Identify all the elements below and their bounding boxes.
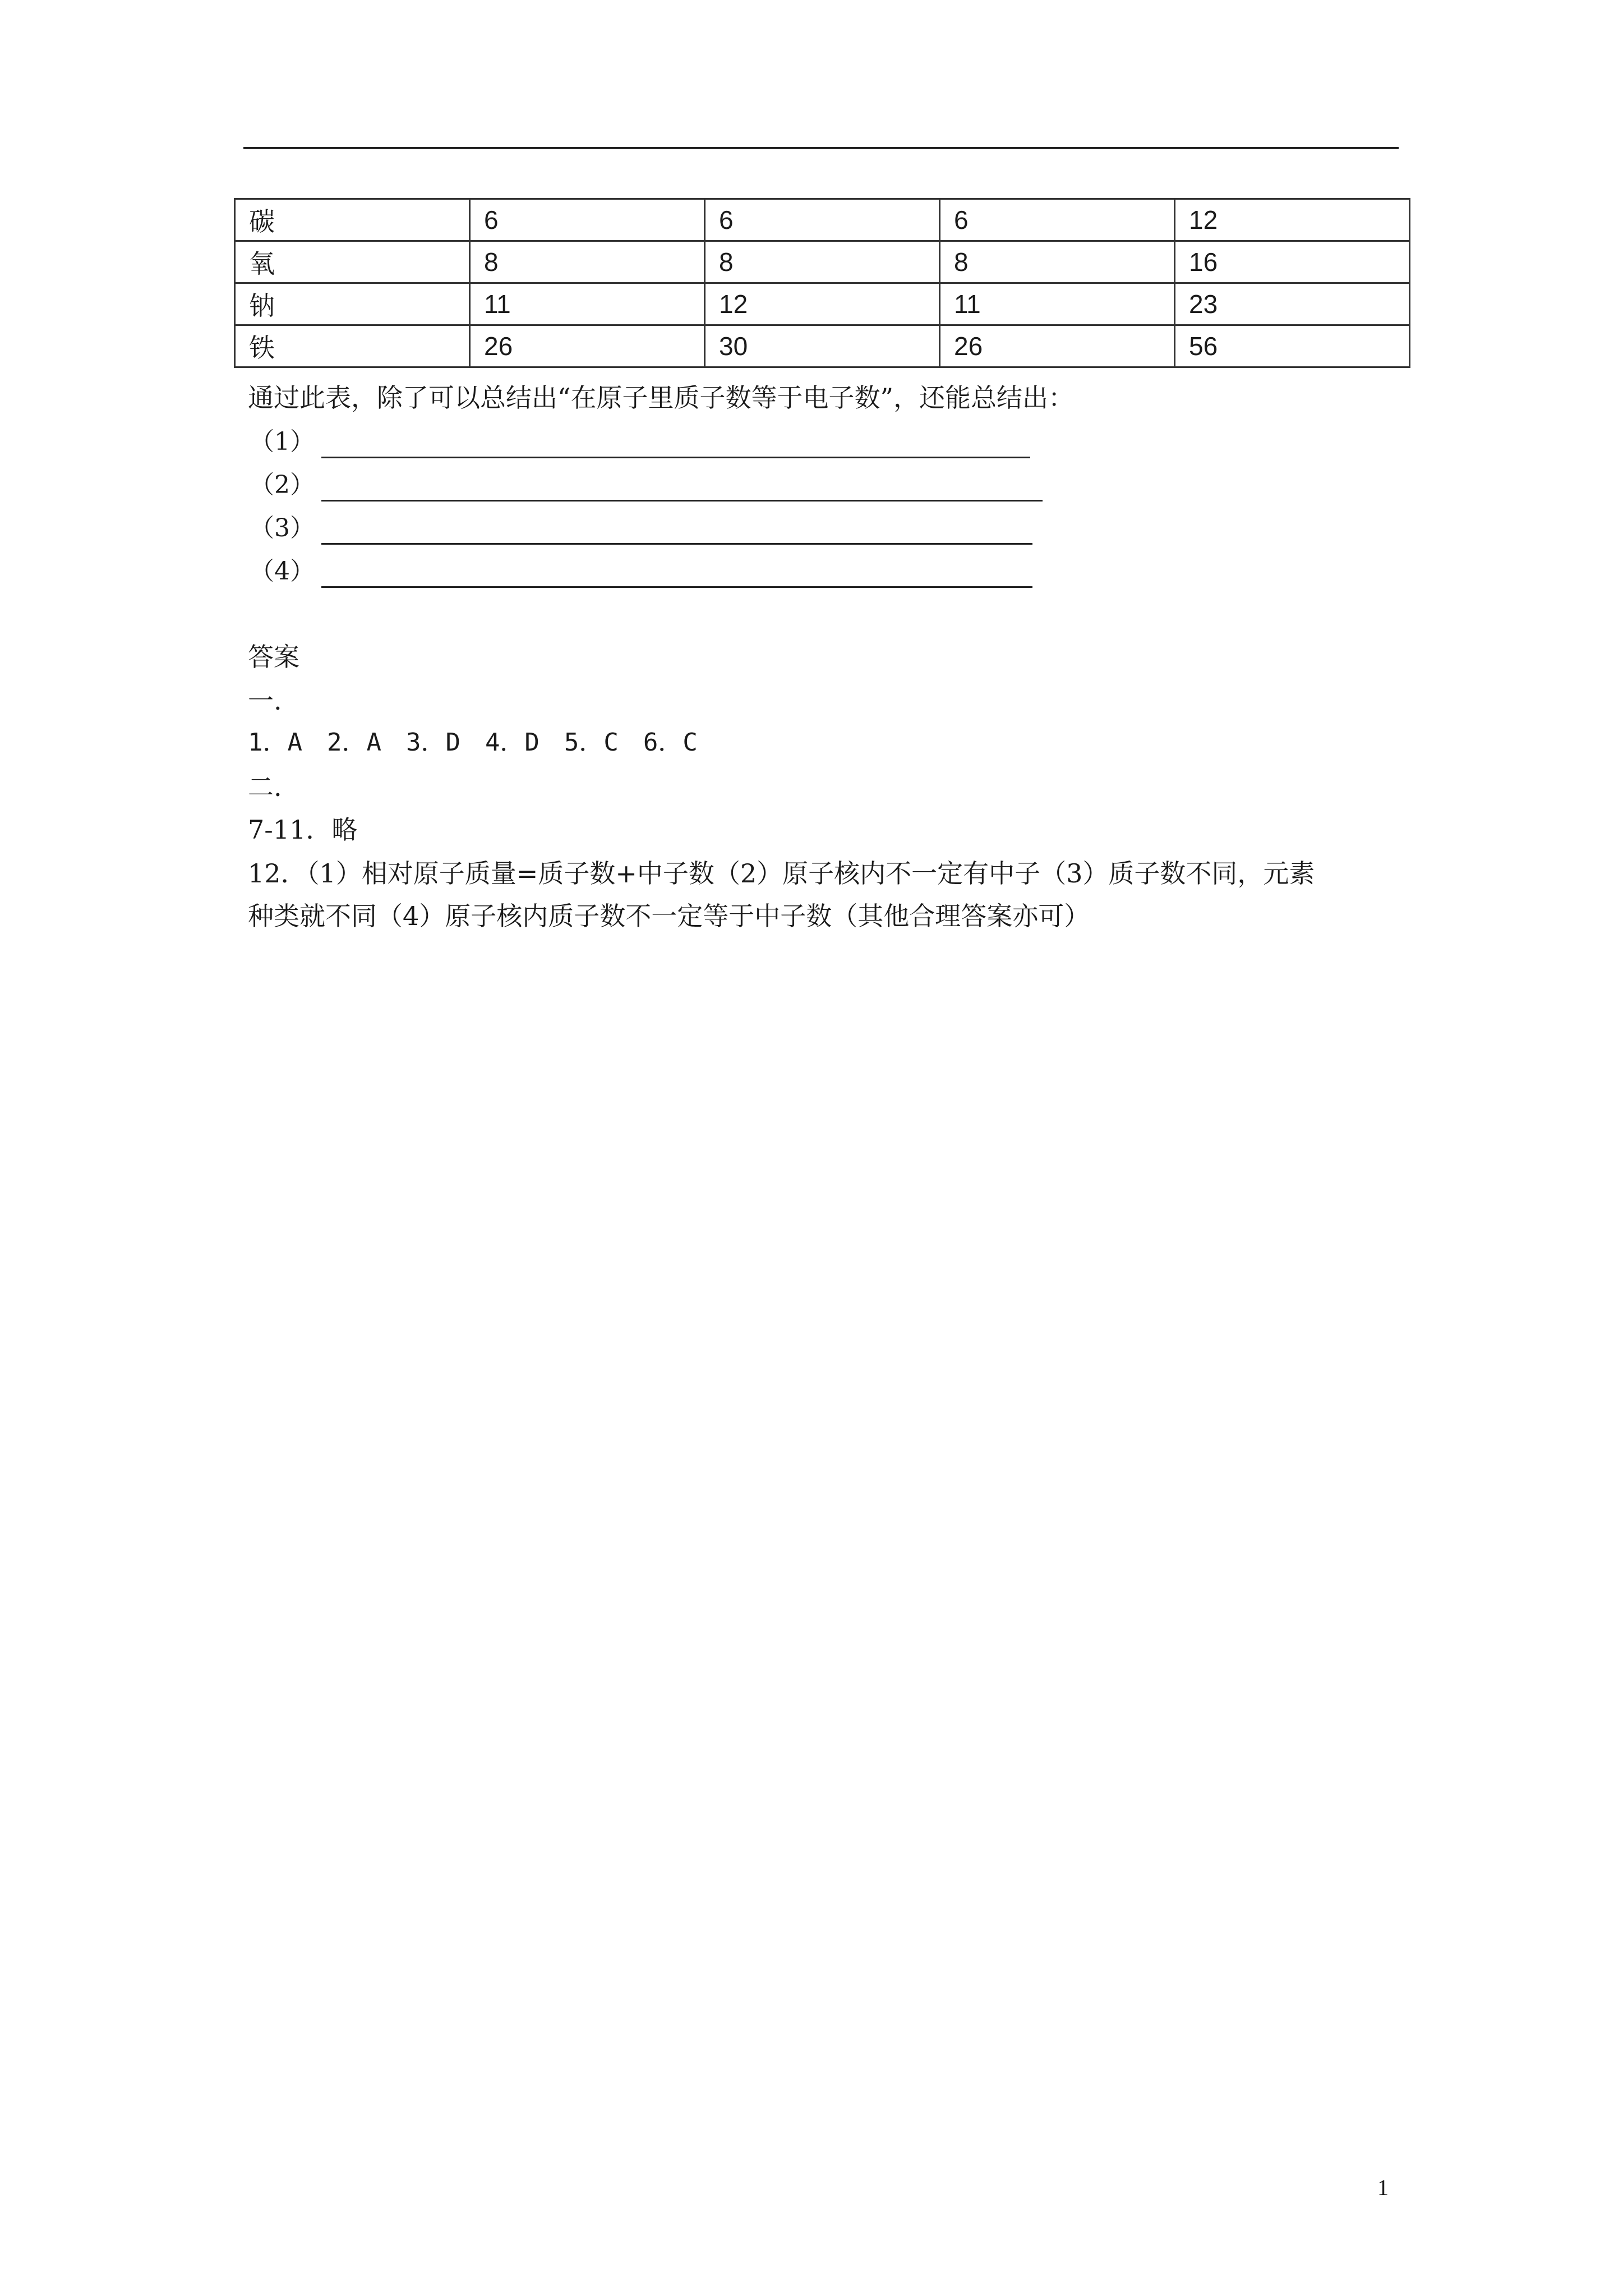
table-cell: 8: [470, 241, 705, 283]
table-cell: 8: [940, 241, 1175, 283]
table-cell: 11: [940, 283, 1175, 325]
table-cell: 铁: [235, 325, 470, 367]
table-cell: 6: [940, 199, 1175, 241]
table-row: [235, 241, 1410, 283]
table-cell: 6: [470, 199, 705, 241]
element-table: [234, 198, 1410, 368]
answers-section-2: 二.: [248, 772, 282, 802]
blank-label: （2）: [250, 471, 315, 499]
table-cell: 56: [1175, 325, 1410, 367]
table-cell: 16: [1175, 241, 1410, 283]
blank-line: [321, 543, 1032, 545]
table-cell: 12: [1175, 199, 1410, 241]
answers-12-line-2: 种类就不同（4）原子核内质子数不一定等于中子数（其他合理答案亦可）: [248, 901, 1090, 931]
blank-label: （4）: [250, 557, 315, 586]
page-number: 1: [1377, 2175, 1389, 2200]
answers-12-line-1: 12．（1）相对原子质量=质子数+中子数（2）原子核内不一定有中子（3）质子数不同，元素: [248, 858, 1315, 889]
answers-mc-line: 1．A 2．A 3．D 4．D 5．C 6．C: [248, 728, 698, 757]
blank-line: [321, 586, 1032, 588]
table-cell: 23: [1175, 283, 1410, 325]
table-cell: 6: [705, 199, 940, 241]
blank-label: （3）: [250, 514, 315, 542]
answers-section-1: 一.: [248, 685, 282, 716]
table-cell: 碳: [235, 199, 470, 241]
table-cell: 26: [470, 325, 705, 367]
answers-heading: 答案: [248, 642, 299, 672]
table-cell: 8: [705, 241, 940, 283]
answers-7-11: 7-11．略: [248, 815, 358, 845]
question-prompt: 通过此表，除了可以总结出“在原子里质子数等于电子数”，还能总结出：: [248, 383, 1075, 413]
blank-line: [321, 457, 1030, 458]
table-cell: 26: [940, 325, 1175, 367]
table-cell: 11: [470, 283, 705, 325]
table-cell: 钠: [235, 283, 470, 325]
table-cell: 30: [705, 325, 940, 367]
blank-line: [321, 500, 1043, 501]
table-row: [235, 199, 1410, 241]
header-rule: [243, 147, 1399, 149]
table-cell: 12: [705, 283, 940, 325]
table-row: [235, 325, 1410, 367]
table-row: [235, 283, 1410, 325]
table-cell: 氧: [235, 241, 470, 283]
blank-label: （1）: [250, 427, 315, 456]
